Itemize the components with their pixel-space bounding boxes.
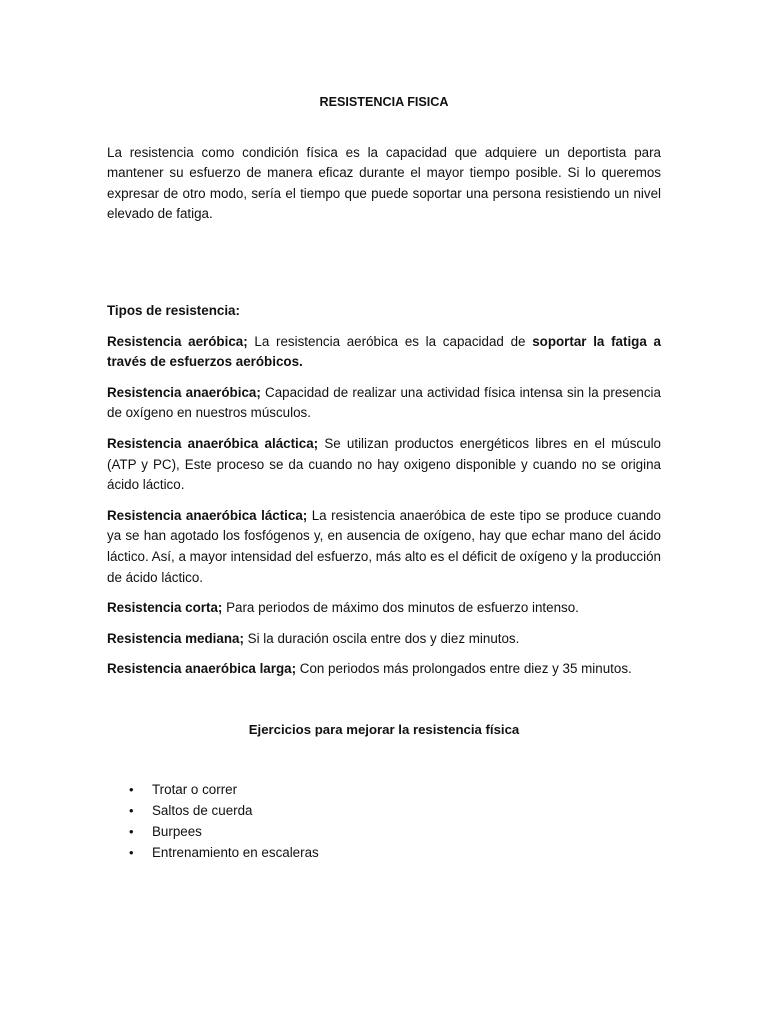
list-item-label: Saltos de cuerda bbox=[152, 803, 253, 819]
list-item bbox=[107, 801, 661, 822]
document-title: RESISTENCIA FISICA bbox=[319, 95, 449, 109]
definition-text: Capacidad de realizar una actividad física intensa sin la presencia de oxígeno en nuestros músculos. bbox=[107, 384, 661, 421]
bullet-icon: • bbox=[129, 782, 134, 798]
definition-emphasis: soportar la fatiga a través de esfuerzos aeróbicos. bbox=[107, 333, 661, 370]
definition-term: Resistencia anaeróbica aláctica; bbox=[107, 435, 319, 451]
list-item bbox=[107, 843, 661, 864]
definition-term: Resistencia anaeróbica larga; bbox=[107, 661, 297, 677]
definition-paragraph bbox=[107, 629, 661, 650]
bullet-icon: • bbox=[129, 803, 134, 819]
exercises-list bbox=[107, 780, 661, 863]
document-body bbox=[107, 92, 661, 864]
bullet-icon: • bbox=[129, 824, 134, 840]
list-item bbox=[107, 780, 661, 801]
definition-text: Si la duración oscila entre dos y diez minutos. bbox=[243, 630, 520, 646]
definition-text: La resistencia aeróbica es la capacidad de bbox=[247, 333, 533, 349]
definition-text: La resistencia anaeróbica de este tipo se produce cuando ya se han agotado los fosfógenos y, en ausencia de oxígeno, hay que echar mano del ácido láctico. Así, a mayor intensidad del esfuerzo, más alto es el déficit de oxígeno y la producción de ácido láctico. bbox=[107, 507, 661, 585]
list-item bbox=[107, 822, 661, 843]
definition-paragraph bbox=[107, 332, 661, 373]
list-item-label: Burpees bbox=[152, 824, 202, 840]
exercises-heading: Ejercicios para mejorar la resistencia física bbox=[248, 721, 520, 737]
intro-paragraph: La resistencia como condición física es la capacidad que adquiere un deportista para mantener su esfuerzo de manera eficaz durante el mayor tiempo posible. Si lo queremos expresar de otro modo, sería el tiempo que puede soportar una persona resistiendo un nivel elevado de fatiga. bbox=[107, 144, 661, 222]
definition-term: Resistencia aeróbica; bbox=[107, 333, 248, 349]
bullet-icon: • bbox=[129, 844, 134, 860]
definition-paragraph bbox=[107, 383, 661, 424]
definitions-list bbox=[107, 332, 661, 680]
definition-term: Resistencia mediana; bbox=[107, 630, 244, 646]
list-item-label: Entrenamiento en escaleras bbox=[152, 844, 319, 860]
definition-paragraph bbox=[107, 659, 661, 680]
definition-text: Se utilizan productos energéticos libres en el músculo (ATP y PC), Este proceso se da cuando no hay oxigeno disponible y cuando no se origina ácido láctico. bbox=[107, 435, 661, 493]
definition-term: Resistencia anaeróbica; bbox=[107, 384, 261, 400]
definition-term: Resistencia anaeróbica láctica; bbox=[107, 507, 308, 523]
definition-text: Con periodos más prolongados entre diez y 35 minutos. bbox=[296, 661, 632, 677]
list-item-label: Trotar o correr bbox=[152, 782, 238, 798]
definition-paragraph bbox=[107, 434, 661, 496]
types-heading: Tipos de resistencia: bbox=[107, 302, 240, 318]
definition-text: Para periodos de máximo dos minutos de esfuerzo intenso. bbox=[222, 600, 579, 616]
definition-paragraph bbox=[107, 506, 661, 588]
definition-paragraph bbox=[107, 598, 661, 619]
definition-term: Resistencia corta; bbox=[107, 600, 223, 616]
